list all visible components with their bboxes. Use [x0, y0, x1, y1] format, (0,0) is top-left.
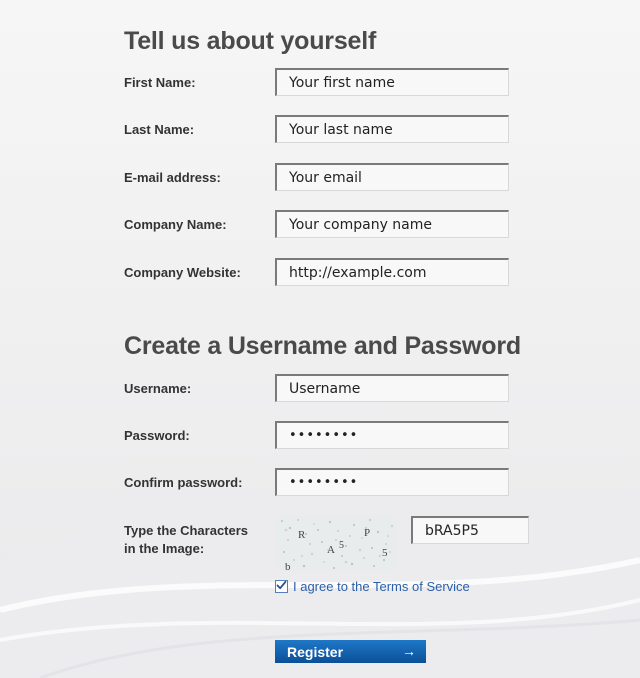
register-button[interactable]	[275, 640, 426, 663]
confirm-password-row	[124, 468, 544, 498]
first-name-row	[124, 68, 544, 98]
first-name-label: First Name:	[124, 75, 196, 90]
password-input[interactable]	[275, 421, 509, 449]
svg-text:R: R	[298, 529, 306, 541]
svg-text:P: P	[364, 527, 371, 539]
captcha-image	[276, 516, 396, 571]
email-row	[124, 163, 544, 193]
captcha-label-line1: Type the Characters	[124, 523, 249, 538]
confirm-password-label: Confirm password:	[124, 475, 243, 490]
checkbox-checked-icon[interactable]	[275, 580, 288, 593]
terms-agreement[interactable]	[275, 579, 470, 594]
company-name-input[interactable]	[275, 210, 509, 238]
username-label: Username:	[124, 381, 192, 396]
register-label: Register	[287, 643, 344, 660]
last-name-label: Last Name:	[124, 122, 195, 137]
svg-text:b: b	[285, 561, 291, 571]
captcha-input[interactable]	[411, 516, 529, 544]
svg-text:5: 5	[382, 547, 388, 559]
username-row	[124, 374, 544, 404]
svg-text:5: 5	[339, 540, 344, 551]
username-input[interactable]	[275, 374, 509, 402]
password-label: Password:	[124, 428, 190, 443]
account-section-title: Create a Username and Password	[124, 332, 521, 360]
svg-text:A: A	[327, 544, 335, 556]
company-website-input[interactable]	[275, 258, 509, 286]
captcha-label	[124, 522, 248, 558]
arrow-right-icon: →	[402, 643, 416, 659]
about-section-title: Tell us about yourself	[124, 27, 377, 55]
last-name-row	[124, 115, 544, 145]
company-name-row	[124, 210, 544, 240]
email-label: E-mail address:	[124, 170, 221, 185]
terms-label[interactable]: I agree to the Terms of Service	[293, 579, 470, 594]
company-website-label: Company Website:	[124, 265, 241, 280]
last-name-input[interactable]	[275, 115, 509, 143]
company-name-label: Company Name:	[124, 217, 227, 232]
email-input[interactable]	[275, 163, 509, 191]
company-website-row	[124, 258, 544, 288]
confirm-password-input[interactable]	[275, 468, 509, 496]
captcha-label-line2: in the Image:	[124, 541, 205, 556]
first-name-input[interactable]	[275, 68, 509, 96]
password-row	[124, 421, 544, 451]
